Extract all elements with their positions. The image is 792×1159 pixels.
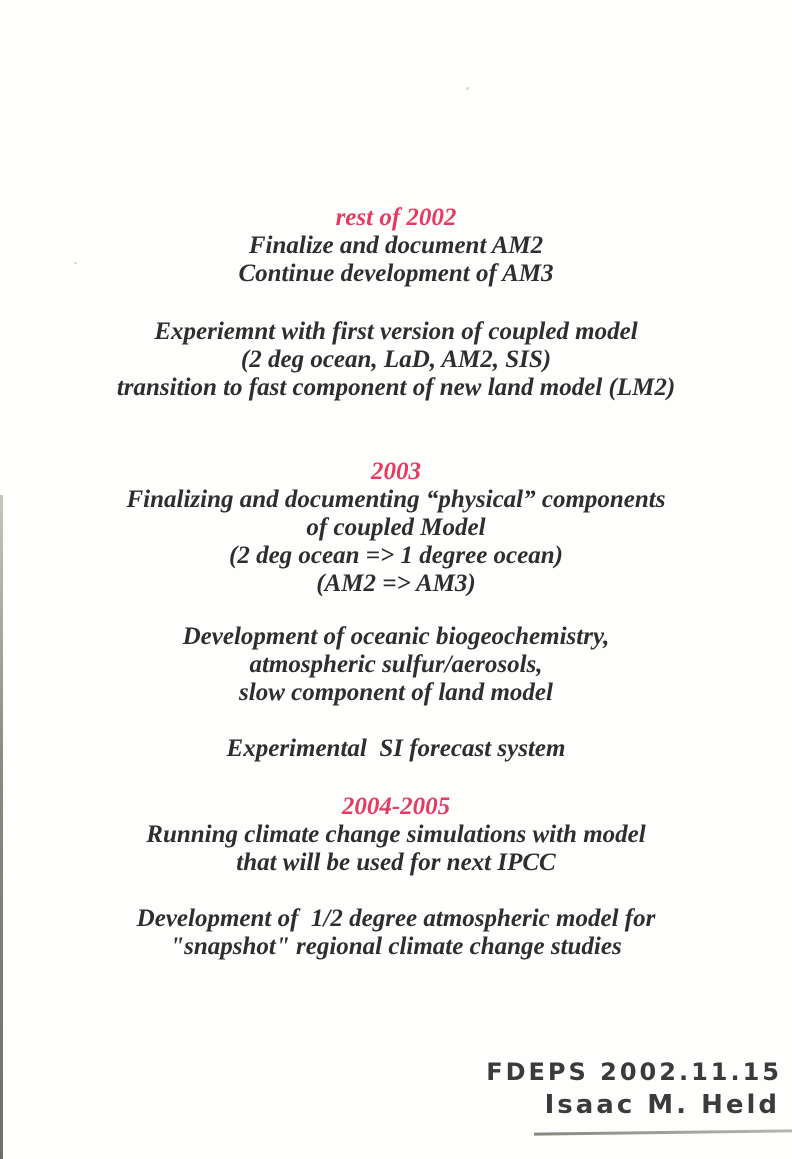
section-2003 (0, 458, 792, 763)
text-line: Finalizing and documenting “physical” components (126, 486, 666, 513)
text-line: (2 deg ocean => 1 degree ocean) (229, 542, 563, 569)
handwritten-underline-stroke (534, 1129, 792, 1135)
text-line: Running climate change simulations with model (146, 821, 646, 848)
spacer (0, 598, 792, 623)
spacer (0, 877, 792, 905)
text-line: (AM2 => AM3) (316, 570, 476, 597)
spacer (0, 288, 792, 318)
section-heading-2004-2005: 2004-2005 (341, 793, 451, 820)
paragraph (0, 623, 792, 707)
handwritten-date: FDEPS 2002.11.15 (486, 1058, 782, 1086)
section-heading-rest-of-2002: rest of 2002 (335, 204, 457, 231)
spacer (0, 707, 792, 735)
text-line: Experiemnt with first version of coupled model (154, 318, 638, 345)
text-line: of coupled Model (306, 514, 486, 541)
text-line: slow component of land model (239, 679, 553, 706)
text-line: Experimental SI forecast system (226, 735, 566, 762)
text-line: transition to fast component of new land model (LM2) (116, 374, 676, 401)
paragraph (0, 486, 792, 598)
text-line: Development of 1/2 degree atmospheric model for (136, 905, 656, 932)
text-line: Finalize and document AM2 (248, 232, 544, 259)
handwritten-annotation (486, 1056, 782, 1122)
section-2004-2005 (0, 793, 792, 961)
scan-speck (466, 87, 469, 90)
text-line: "snapshot" regional climate change studies (170, 933, 622, 960)
spacer (0, 763, 792, 793)
scan-edge-artifact (0, 495, 3, 1159)
text-line: Development of oceanic biogeochemistry, (182, 623, 610, 650)
spacer (0, 402, 792, 458)
section-heading-2003: 2003 (371, 458, 421, 485)
section-rest-of-2002 (0, 204, 792, 402)
paragraph (0, 821, 792, 877)
paragraph (0, 735, 792, 763)
text-line: (2 deg ocean, LaD, AM2, SIS) (240, 346, 552, 373)
text-line: Continue development of AM3 (238, 260, 554, 287)
scan-speck (74, 262, 77, 264)
paragraph (0, 905, 792, 961)
handwritten-author: Isaac M. Held (544, 1090, 780, 1120)
paragraph (0, 318, 792, 402)
text-line: atmospheric sulfur/aerosols, (249, 651, 543, 678)
text-line: that will be used for next IPCC (236, 849, 556, 876)
paragraph (0, 232, 792, 288)
